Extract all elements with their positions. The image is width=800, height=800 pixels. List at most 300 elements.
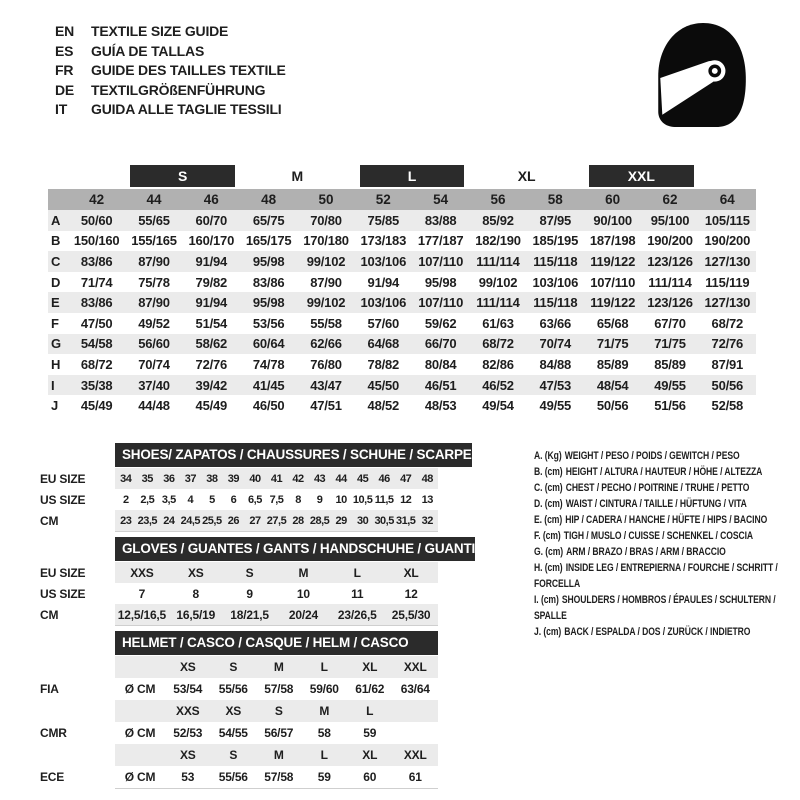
language-title: GUÍA DE TALLAS: [91, 42, 205, 59]
size-value: 62/66: [310, 336, 342, 352]
size-row: [48, 395, 756, 416]
size-value: 80/84: [424, 356, 457, 372]
bottom-tables: [40, 443, 476, 788]
size-value: 47/53: [539, 377, 572, 393]
size-value: 56/60: [138, 336, 170, 352]
size-value: 50/56: [596, 398, 629, 414]
size-row: [48, 272, 756, 293]
gloves-table-value: 10: [296, 586, 310, 601]
shoes-table-value: 40: [249, 472, 261, 485]
legend-text: SHOULDERS / HOMBROS / ÉPAULES / SCHULTERN / SPALLE: [534, 594, 776, 622]
size-number: 52: [375, 192, 391, 207]
shoes-table-value: 48: [421, 472, 433, 485]
shoes-table-title: SHOES/ ZAPATOS / CHAUSSURES / SCHUHE / SCARPE: [115, 443, 472, 467]
size-value: 46/52: [482, 377, 514, 393]
size-value: 65/68: [596, 315, 629, 331]
helmet-table-values: [115, 656, 438, 678]
legend-key: G.: [534, 546, 543, 558]
size-value: 58/62: [195, 336, 228, 352]
language-title: GUIDA ALLE TAGLIE TESSILI: [91, 101, 282, 117]
legend-unit: (cm): [543, 626, 562, 638]
size-value: 103/106: [360, 295, 407, 311]
size-value: 60/64: [252, 336, 285, 352]
legend-text: WAIST / CINTURA / TAILLE / HÜFTUNG / VITA: [565, 498, 747, 510]
legend-unit: (cm): [544, 466, 563, 478]
helmet-table-value: M: [273, 660, 284, 674]
legend-unit: (cm): [544, 562, 563, 574]
legend-key: H.: [534, 562, 543, 574]
shoes-table-value: 42: [292, 472, 304, 485]
helmet-table-value: XL: [362, 660, 378, 674]
helmet-table-value: 55/56: [218, 682, 248, 696]
size-value: 68/72: [482, 336, 514, 352]
size-value: 155/165: [131, 233, 177, 249]
size-value: 54/58: [80, 336, 113, 352]
shoes-table-value: 26: [227, 514, 240, 527]
size-value: 49/54: [482, 398, 514, 414]
size-value: 76/80: [310, 356, 342, 372]
shoes-table-row-label: EU SIZE: [40, 471, 86, 486]
language-title: GUIDE DES TAILLES TEXTILE: [91, 62, 286, 78]
size-value: 84/88: [539, 356, 572, 372]
shoes-table-value: 23: [120, 514, 132, 527]
shoes-table-value: 5: [209, 493, 215, 506]
legend-item: [534, 480, 799, 496]
size-value: 79/82: [195, 274, 228, 290]
size-value: 90/100: [593, 212, 632, 228]
shoes-table-values: [115, 468, 438, 489]
helmet-table-value: 63/64: [400, 682, 430, 696]
size-value: 173/183: [360, 233, 407, 249]
helmet-table-value: 52/53: [173, 726, 203, 740]
row-label: B: [51, 233, 61, 249]
gloves-table-values: [115, 583, 438, 604]
size-value: 187/198: [589, 233, 636, 249]
legend-unit: (cm): [544, 482, 563, 494]
size-value: 78/82: [367, 356, 400, 372]
shoes-table-value: 31,5: [395, 514, 416, 527]
shoes-table-header: [40, 443, 472, 467]
gloves-table-header: [40, 537, 476, 561]
gloves-table-value: XL: [403, 565, 419, 580]
shoes-table-value: 6,5: [248, 493, 262, 506]
size-row: [48, 334, 756, 355]
size-value: 177/187: [417, 233, 464, 249]
size-number: 56: [490, 192, 506, 207]
helmet-table-values: [115, 700, 438, 722]
size-value: 87/90: [138, 253, 170, 269]
gloves-table-value: S: [245, 565, 254, 580]
size-value: 182/190: [475, 233, 521, 249]
helmet-table-value: M: [273, 748, 284, 762]
shoes-table-value: 24,5: [180, 514, 201, 527]
gloves-table-value: L: [353, 565, 361, 580]
size-value: 72/76: [711, 336, 744, 352]
shoes-table-value: 37: [184, 472, 196, 485]
size-value: 103/106: [360, 253, 407, 269]
legend-unit: (cm): [544, 498, 563, 510]
size-value: 103/106: [532, 274, 579, 290]
size-value: 115/118: [533, 253, 578, 269]
diameter-cm-label: Ø CM: [124, 770, 156, 784]
row-label: F: [51, 315, 59, 331]
size-value: 85/92: [482, 212, 514, 228]
gloves-table-value: XS: [187, 565, 204, 580]
language-row: [55, 61, 286, 81]
shoes-table-value: 41: [270, 472, 283, 485]
size-value: 123/126: [647, 253, 693, 269]
size-value: 107/110: [418, 253, 464, 269]
size-value: 75/78: [138, 274, 170, 290]
size-value: 46/50: [252, 398, 285, 414]
size-value: 123/126: [647, 295, 693, 311]
gloves-table-value: 12,5/16,5: [117, 607, 167, 622]
size-value: 85/89: [596, 356, 629, 372]
size-value: 95/98: [252, 253, 285, 269]
size-row: [48, 251, 756, 272]
size-value: 119/122: [590, 295, 636, 311]
helmet-table-value: XXL: [403, 660, 427, 674]
gloves-table-value: 25,5/30: [391, 607, 431, 622]
shoes-table-value: 44: [335, 472, 347, 485]
helmet-table-row-label: ECE: [40, 770, 65, 784]
spacer: [40, 443, 115, 467]
helmet-table-row-label: CMR: [40, 726, 67, 740]
size-value: 48/53: [424, 398, 457, 414]
size-value: 49/55: [539, 398, 572, 414]
size-value: 160/170: [188, 233, 235, 249]
language-code: IT: [55, 101, 68, 117]
size-value: 165/175: [245, 233, 292, 249]
helmet-table-row: [40, 744, 438, 766]
gloves-table-value: 11: [351, 586, 364, 601]
shoes-table-value: 34: [120, 472, 132, 485]
helmet-table-value: XXS: [176, 704, 200, 718]
helmet-table-value: 53/54: [173, 682, 203, 696]
shoes-table-value: 45: [357, 472, 369, 485]
legend-item: [534, 448, 799, 464]
size-row: [48, 354, 756, 375]
size-value: 95/98: [424, 274, 457, 290]
size-value: 49/55: [654, 377, 686, 393]
size-value: 71/74: [80, 274, 113, 290]
helmet-table-value: S: [274, 704, 283, 718]
size-value: 71/75: [654, 336, 686, 352]
shoes-table-value: 25,5: [202, 514, 222, 527]
language-code: EN: [55, 23, 75, 39]
diameter-cm-label: Ø CM: [124, 726, 156, 740]
legend-unit: (cm): [540, 594, 559, 606]
size-value: 68/72: [80, 356, 113, 372]
shoes-table: [40, 443, 472, 531]
size-number: 62: [662, 192, 678, 207]
helmet-table-row: [40, 678, 438, 700]
shoes-table-value: 10: [335, 493, 347, 506]
helmet-table-row: [40, 766, 438, 788]
language-title-list: [55, 22, 286, 120]
legend-item: [534, 496, 799, 512]
size-value: 99/102: [306, 253, 346, 269]
size-value: 87/90: [310, 274, 342, 290]
gloves-table-value: 20/24: [288, 607, 318, 622]
size-value: 57/60: [367, 315, 400, 331]
shoes-table-value: 2,5: [140, 493, 155, 506]
shoes-table-values: [115, 510, 438, 531]
shoes-table-value: 23,5: [137, 514, 157, 527]
helmet-table-value: XS: [179, 748, 196, 762]
size-value: 170/180: [303, 233, 349, 249]
helmet-table-value: XL: [362, 748, 378, 762]
size-group-row: [48, 164, 756, 188]
legend-item: [534, 592, 799, 624]
size-group-label: L: [360, 165, 465, 187]
size-value: 91/94: [195, 253, 228, 269]
legend-item: [534, 544, 799, 560]
size-value: 115/118: [533, 295, 578, 311]
size-number: 58: [547, 192, 563, 207]
shoes-table-value: 24: [163, 514, 175, 527]
legend-item: [534, 464, 799, 480]
size-value: 107/110: [418, 295, 464, 311]
helmet-table-value: 61/62: [355, 682, 385, 696]
legend-text: HEIGHT / ALTURA / HAUTEUR / HÖHE / ALTEZZA: [565, 466, 763, 478]
size-group-label: S: [130, 165, 235, 187]
helmet-table-value: L: [320, 748, 328, 762]
size-number: 42: [89, 192, 105, 207]
legend-unit: (cm): [545, 546, 564, 558]
size-value: 49/52: [138, 315, 170, 331]
gloves-table-values: [115, 562, 438, 583]
size-group-label: XXL: [589, 165, 694, 187]
size-value: 41/45: [252, 377, 285, 393]
shoes-table-value: 29: [335, 514, 347, 527]
helmet-table-title: HELMET / CASCO / CASQUE / HELM / CASCO: [115, 631, 438, 655]
language-code: DE: [55, 81, 75, 98]
diameter-cm-label: Ø CM: [124, 682, 156, 696]
language-row: [55, 81, 286, 101]
size-value: 99/102: [306, 295, 346, 311]
size-value: 50/56: [711, 377, 744, 393]
gloves-table-row-label: CM: [40, 607, 59, 622]
helmet-table-value: 60: [363, 770, 377, 784]
shoes-table-value: 43: [313, 472, 326, 485]
helmet-table-value: S: [229, 748, 238, 762]
size-row: [48, 231, 756, 252]
helmet-table-values: [115, 744, 438, 766]
legend-key: I.: [534, 594, 539, 606]
shoes-table-value: 47: [400, 472, 412, 485]
size-rows: [48, 210, 756, 416]
shoes-table-value: 9: [316, 493, 323, 506]
size-value: 111/114: [648, 274, 692, 290]
size-value: 60/70: [195, 212, 228, 228]
helmet-table-value: 61: [408, 770, 422, 784]
helmet-table-value: 53: [181, 770, 195, 784]
textile-size-table: [48, 164, 756, 416]
size-value: 74/78: [252, 356, 285, 372]
size-value: 95/100: [650, 212, 690, 228]
size-value: 111/114: [476, 295, 520, 311]
shoes-table-value: 30: [357, 514, 369, 527]
shoes-table-value: 35: [141, 472, 153, 485]
size-value: 185/195: [532, 233, 579, 249]
gloves-table-value: M: [298, 565, 309, 580]
measurement-legend: [534, 448, 799, 640]
gloves-table-value: XXS: [130, 565, 154, 580]
shoes-table-row-label: US SIZE: [40, 492, 86, 507]
size-row: [48, 210, 756, 231]
legend-item: [534, 560, 799, 592]
helmet-table-value: 59: [317, 770, 331, 784]
helmet-icon: [648, 20, 752, 130]
size-group-label: M: [291, 168, 304, 184]
row-label: A: [51, 212, 61, 228]
legend-unit: (cm): [542, 530, 561, 542]
size-value: 63/66: [539, 315, 572, 331]
shoes-table-row-label: CM: [40, 513, 59, 528]
size-value: 52/58: [711, 398, 744, 414]
gloves-table-value: 16,5/19: [176, 607, 216, 622]
size-value: 50/60: [80, 212, 113, 228]
size-row: [48, 292, 756, 313]
gloves-table-row: [40, 583, 438, 604]
shoes-table-value: 2: [122, 493, 129, 506]
size-number: 64: [719, 192, 735, 207]
shoes-table-value: 3,5: [161, 493, 176, 506]
shoes-table-value: 32: [421, 514, 433, 527]
language-code: ES: [55, 42, 74, 59]
gloves-table-value: 18/21,5: [230, 607, 269, 622]
size-value: 87/95: [539, 212, 572, 228]
language-row: [55, 22, 286, 42]
size-value: 70/74: [539, 336, 572, 352]
spacer: [40, 631, 115, 655]
size-number-row: [48, 189, 756, 210]
gloves-table-row: [40, 604, 438, 625]
helmet-table-value: 57/58: [264, 682, 294, 696]
language-title: TEXTILGRÖßENFÜHRUNG: [91, 81, 266, 98]
size-value: 87/91: [711, 356, 744, 372]
language-title: TEXTILE SIZE GUIDE: [91, 23, 229, 39]
visor-pivot-center: [712, 68, 718, 74]
legend-text: TIGH / MUSLO / CUISSE / SCHENKEL / COSCIA: [563, 530, 754, 542]
row-label: J: [51, 398, 59, 414]
legend-item: [534, 512, 799, 528]
helmet-table-value: 56/57: [264, 726, 294, 740]
gloves-table-row: [40, 562, 438, 583]
legend-key: J.: [534, 626, 542, 638]
shoes-table-value: 7,5: [269, 493, 284, 506]
shoes-table-value: 11,5: [374, 493, 394, 506]
size-value: 91/94: [195, 295, 228, 311]
language-row: [55, 100, 286, 120]
helmet-table-value: 59: [363, 726, 377, 740]
size-value: 37/40: [138, 377, 170, 393]
legend-text: BACK / ESPALDA / DOS / ZURÜCK / INDIETRO: [564, 626, 751, 638]
size-value: 65/75: [252, 212, 285, 228]
size-value: 39/42: [195, 377, 228, 393]
gloves-table-values: [115, 604, 438, 625]
row-label: C: [51, 253, 61, 269]
size-row: [48, 313, 756, 334]
helmet-table-value: L: [366, 704, 374, 718]
row-label: I: [51, 377, 55, 393]
size-value: 45/50: [367, 377, 400, 393]
size-value: 75/85: [367, 212, 400, 228]
size-value: 55/58: [310, 315, 342, 331]
size-value: 70/74: [138, 356, 170, 372]
size-value: 87/90: [138, 295, 170, 311]
spacer: [40, 537, 115, 561]
shoes-table-value: 28,5: [309, 514, 330, 527]
helmet-table: [40, 631, 438, 788]
shoes-table-row: [40, 468, 438, 489]
helmet-table-values: [115, 678, 438, 700]
helmet-table-value: M: [319, 704, 330, 718]
legend-text: ARM / BRAZO / BRAS / ARM / BRACCIO: [566, 546, 726, 558]
gloves-table-value: 8: [192, 586, 199, 601]
row-label: H: [51, 356, 61, 372]
legend-key: B.: [534, 466, 543, 478]
shoes-table-value: 36: [163, 472, 175, 485]
size-value: 83/86: [80, 295, 113, 311]
size-value: 99/102: [478, 274, 518, 290]
legend-text: INSIDE LEG / ENTREPIERNA / FOURCHE / SCHRITT / FORCELLA: [534, 562, 778, 590]
gloves-table-value: 9: [246, 586, 253, 601]
helmet-table-row: [40, 656, 438, 678]
helmet-table-value: 54/55: [218, 726, 248, 740]
size-value: 85/89: [654, 356, 686, 372]
shoes-table-value: 10,5: [352, 493, 373, 506]
shoes-table-row: [40, 510, 438, 531]
size-value: 111/114: [476, 253, 520, 269]
size-number: 44: [146, 192, 162, 207]
gloves-table-row-label: US SIZE: [40, 586, 86, 601]
size-value: 190/200: [704, 233, 751, 249]
gloves-table-row-label: EU SIZE: [40, 565, 86, 580]
size-value: 83/88: [424, 212, 457, 228]
size-value: 150/160: [73, 233, 120, 249]
size-value: 59/62: [424, 315, 457, 331]
helmet-table-value: 55/56: [218, 770, 248, 784]
size-value: 82/86: [482, 356, 514, 372]
helmet-table-values: [115, 722, 438, 744]
gloves-table-title: GLOVES / GUANTES / GANTS / HANDSCHUHE / GUANTI: [115, 537, 475, 561]
legend-text: CHEST / PECHO / POITRINE / TRUHE / PETTO: [565, 482, 750, 494]
size-value: 44/48: [138, 398, 170, 414]
size-value: 127/130: [704, 295, 751, 311]
size-value: 45/49: [195, 398, 228, 414]
size-value: 127/130: [704, 253, 751, 269]
shoes-table-value: 8: [295, 493, 301, 506]
size-value: 64/68: [367, 336, 400, 352]
size-value: 107/110: [590, 274, 636, 290]
size-value: 53/56: [252, 315, 285, 331]
size-value: 68/72: [711, 315, 744, 331]
size-number: 50: [318, 192, 334, 207]
legend-text: HIP / CADERA / HANCHE / HÜFTE / HIPS / BACINO: [565, 514, 768, 526]
size-row: [48, 375, 756, 396]
row-label: G: [51, 336, 61, 352]
gloves-table-value: 12: [404, 586, 418, 601]
size-value: 72/76: [195, 356, 228, 372]
legend-item: [534, 624, 799, 640]
size-group-label: XL: [517, 168, 536, 184]
legend-key: C.: [534, 482, 543, 494]
helmet-table-value: 57/58: [264, 770, 294, 784]
helmet-table-values: [115, 766, 438, 788]
size-value: 190/200: [647, 233, 693, 249]
